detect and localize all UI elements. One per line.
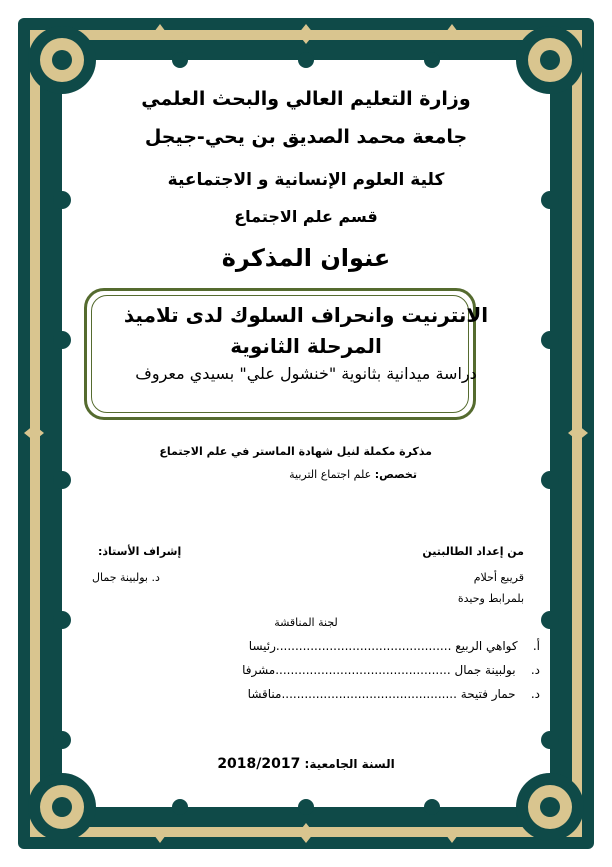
memo-title-heading: عنوان المذكرة (221, 244, 391, 272)
student-name: قريبع أحلام (473, 571, 524, 584)
academic-year-value: 2018/2017 (217, 756, 301, 772)
committee-label: لجنة المناقشة (274, 616, 338, 629)
member-name: حمار فتيحة (460, 687, 516, 701)
academic-year-label: السنة الجامعية: (304, 757, 395, 771)
committee-member-row (242, 663, 540, 677)
member-title: د. (530, 687, 540, 701)
academic-year (0, 756, 612, 772)
thesis-purpose: مذكرة مكملة لنيل شهادة الماستر في علم الاجتماع (159, 445, 432, 458)
thesis-title-line2: المرحلة الثانوية (230, 334, 382, 358)
ministry-name: وزارة التعليم العالي والبحث العلمي (141, 88, 471, 110)
member-role: ..............................................مناقشا (247, 687, 457, 701)
students-label: من إعداد الطالبتين (422, 545, 524, 558)
specialty-label: تخصص: (374, 468, 417, 481)
faculty-name: كلية العلوم الإنسانية و الاجتماعية (167, 170, 445, 190)
member-role: ..............................................رئيسا (248, 639, 452, 653)
specialty-line (289, 468, 417, 481)
student-name: بلمرابط وحيدة (457, 592, 524, 605)
specialty-value: علم اجتماع التربية (289, 468, 372, 481)
member-role: ..............................................مشرفا (242, 663, 451, 677)
supervisor-label: إشراف الأستاذ: (98, 545, 182, 558)
member-name: كواهي الربيع (455, 639, 518, 653)
member-name: بولبينة جمال (454, 663, 516, 677)
thesis-subtitle: دراسة ميدانية بثانوية "خنشول علي" بسيدي معروف (135, 364, 477, 383)
committee-member-row (248, 687, 540, 701)
member-title: د. (530, 663, 540, 677)
thesis-title-line1: الانترنيت وانحراف السلوك لدى تلاميذ (123, 303, 489, 327)
committee-member-row (249, 639, 540, 653)
department-name: قسم علم الاجتماع (234, 207, 378, 226)
supervisor-name: د. بولبينة جمال (92, 571, 160, 584)
member-title: أ. (532, 639, 540, 653)
university-name: جامعة محمد الصديق بن يحي-جيجل (144, 126, 468, 148)
